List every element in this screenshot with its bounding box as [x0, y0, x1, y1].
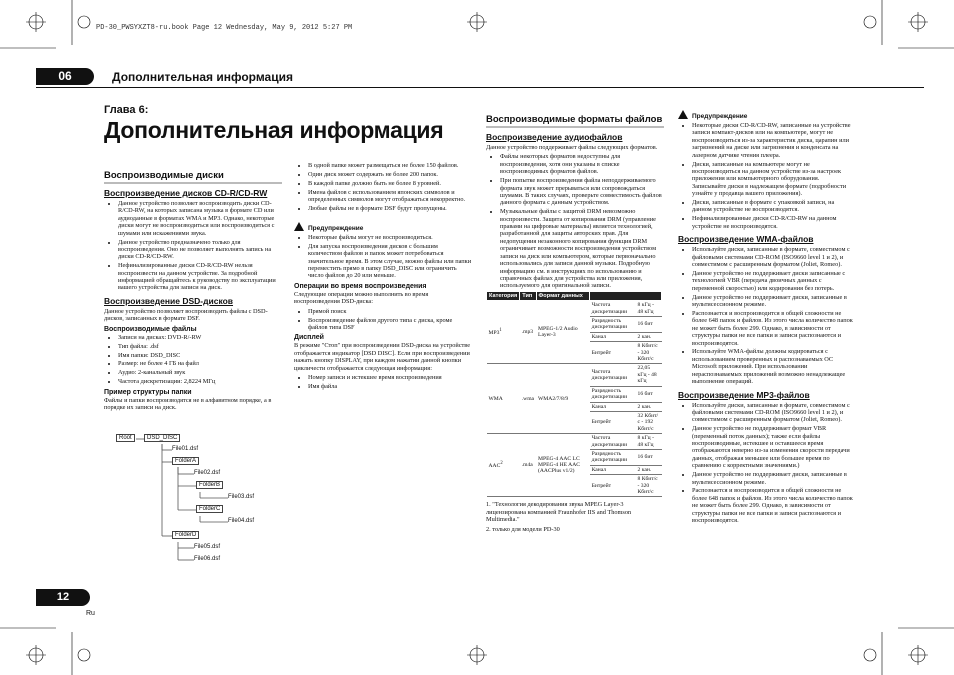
- list-item: • Имя файла: [308, 383, 472, 390]
- table-header: Формат данных: [536, 292, 590, 301]
- list-item: • Имена файлов с использованием японских символов и определенных символов могут отображаться некорректно.: [308, 189, 472, 204]
- list-item: • Прямой поиск: [308, 308, 472, 315]
- table-cell-value: 22,05 кГц - 48 кГц: [636, 364, 662, 386]
- table-header: Категория: [487, 292, 520, 301]
- tree-folder: FolderB: [196, 481, 223, 489]
- list-item: • Данное устройство предназначено только для воспроизведения. Оно не позволяет выполнять запись на диски CD-R/CD-RW.: [118, 239, 282, 261]
- warning-icon: [678, 110, 688, 119]
- tree-folder-dsd: DSD_DISC: [144, 434, 180, 442]
- files-list: [104, 334, 282, 386]
- table-cell-value: 2 кан.: [636, 465, 662, 474]
- heading-dsd: Воспроизведение DSD-дисков: [104, 295, 234, 306]
- list-item: • Данное устройство не поддерживает диски, записанные в мультисессионном режиме.: [692, 294, 854, 309]
- list-item: • Некоторые диски CD-R/CD-RW, записанные на устройстве записи компакт-дисков или на компьютере, могут не воспроизводиться из-за характеристик диска, царапин или загрязнений на диске или загрязнения и конденсата на лазерном датчике чтения плеера.: [692, 122, 854, 159]
- page-title: Дополнительная информация: [104, 117, 444, 143]
- list-item: • Музыкальные файлы с защитой DRM невозможно воспроизвести. Защита от копирования DRM (управление правами на цифровые материалы) является технологией, разработанной для защиты авторских прав. Для недопущения незаконного копирования функция DRM ограничивает возможности воспроизведения устройством записи на диск или компьютером, которые первоначально использовались для записи данной музыки. Подробную информацию см. в инструкциях по использованию и справочных файлах для устройства или приложения, используемого для оригинальной записи.: [500, 208, 664, 289]
- table-cell-param: Битрейт: [590, 342, 636, 364]
- table-cell-param: Канал: [590, 332, 636, 341]
- footnote-ref: 2: [500, 461, 503, 467]
- heading-discs: Воспроизводимые диски: [104, 170, 282, 184]
- warning-list: [294, 234, 472, 280]
- list-item: • Данное устройство не поддерживает формат VBR (переменный поток данных); также если файлы воспроизводимые, истекшее и оставшееся время отображаются неверно из-за изменения скорости передачи данных, отображая меньшее или большее время по сравнению с корректными значениями.): [692, 425, 854, 469]
- column-3: [486, 114, 664, 535]
- list-item: • Имя папки: DSD_DISC: [118, 352, 282, 359]
- table-cell-param: Разрядность дискретизации: [590, 386, 636, 402]
- audio-text: Данное устройство поддерживает файлы следующих форматов.: [486, 144, 658, 151]
- table-cell-category: [487, 301, 520, 364]
- page-number: 12: [36, 589, 90, 606]
- list-item: • Используйте WMA-файлы должны кодироваться с использованием проверенных и распознаваемых ОС Microsoft приложений. При использовании нераспознаваемых приложений возможно ненадлежащее выполнение операций.: [692, 348, 854, 385]
- tree-file: File01.dsf: [172, 446, 199, 452]
- list-item: • Для запуска воспроизведения дисков с большим количеством файлов и папок может потребоваться значительное время. В этом случае, можно файлы или папки переместить прямо в папку DSD_DISC или ограничить число файлов до 20 или меньше.: [308, 243, 472, 280]
- table-cell-param: Частота дискретизации: [590, 301, 636, 317]
- list-item: • Один диск может содержать не более 200 папок.: [308, 171, 472, 178]
- cdr-list: [104, 200, 282, 292]
- warning-heading: [678, 110, 854, 120]
- table-cell-format: MPEG-4 AAC LC MPEG-4 HE AAC (AACPlus v1/2): [536, 434, 590, 497]
- list-item: • Данное устройство не поддерживает диски записанные с технологией VBR (передача двоичных данных с переменной скоростью) или кодирования без потерь.: [692, 270, 854, 292]
- tree-file: File02.dsf: [194, 470, 221, 476]
- limits-list: [294, 162, 472, 212]
- table-header: [590, 292, 662, 301]
- wma-list: [678, 246, 854, 385]
- footnote: 2. только для модели PD-30: [486, 525, 560, 533]
- category-label: WMA: [488, 395, 503, 402]
- list-item: • Некоторые файлы могут не воспроизводиться.: [308, 234, 472, 241]
- dsd-text: Данное устройство позволяет воспроизводить файлы с DSD-дисков, записанных в формате DSF.: [104, 307, 268, 323]
- tree-folder: FolderC: [196, 505, 223, 513]
- list-item: • Воспроизведение файлов другого типа с диска, кроме файлов типа DSF: [308, 317, 472, 332]
- table-cell-value: 8 кГц - 48 кГц: [636, 434, 662, 450]
- chapter-label: Глава 6:: [104, 104, 149, 116]
- table-cell-value: 16 бит: [636, 449, 662, 465]
- heading-cdr: Воспроизведение дисков CD-R/CD-RW: [104, 188, 268, 198]
- table-cell-value: 2 кан.: [636, 332, 662, 341]
- tree-lines: [116, 432, 286, 572]
- list-item: • Нефинализированные диски CD-R/CD-RW на данном устройстве не воспроизводятся.: [692, 215, 854, 230]
- heading-audio: Воспроизведение аудиофайлов: [486, 132, 623, 142]
- warning-label: Предупреждение: [692, 113, 748, 120]
- tree-file: File03.dsf: [228, 494, 255, 500]
- table-row: [487, 301, 662, 317]
- table-cell-value: 16 бит: [636, 386, 662, 402]
- table-cell-value: 16 бит: [636, 317, 662, 333]
- display-list: [294, 374, 472, 390]
- list-item: • Используйте диски, записанные в формате, совместимом с файловыми системами CD-ROM (ISO9660 level 1 и 2), и совместимом с расширенным форматом (Joliet, Romeo).: [692, 246, 854, 268]
- column-2: [294, 162, 472, 392]
- heading-display: Дисплей: [294, 334, 324, 342]
- warning-label: Предупреждение: [308, 224, 364, 232]
- example-text: Файлы и папки воспроизводятся не в алфавитном порядке, а в порядке их записи на диск.: [104, 396, 272, 412]
- list-item: • В одной папке может размещаться не более 150 файлов.: [308, 162, 472, 169]
- list-item: • При попытке воспроизведения файла неподдерживаемого формата звук может прерываться или сопровождаться шумами. В таких случаях, проверьте совместимость файлов данного формата с данным устройством.: [500, 177, 664, 207]
- tree-file: File05.dsf: [194, 544, 221, 550]
- table-row: [487, 364, 662, 386]
- display-text: В режиме "Стоп" при воспроизведении DSD-диска на устройстве отображается индикатор [DSD DISC]. Если при воспроизведении нажать кнопку DISPLAY, при каждом нажатии данной кнопки цикличести отображается следующая информация:: [294, 342, 471, 372]
- table-cell-format: MPEG-1/2 Audio Layer-3: [536, 301, 590, 364]
- list-item: • Размер: не более 4 ГБ на файл: [118, 360, 282, 367]
- column-1: [104, 170, 282, 413]
- list-item: • Диски, записанные в формате с упаковкой записи, на данном устройстве не воспроизводятся.: [692, 199, 854, 214]
- table-cell-value: 8 кГц - 48 кГц: [636, 301, 662, 317]
- list-item: • В каждой папке должно быть не более 8 уровней.: [308, 180, 472, 187]
- footnote-ref: 1: [499, 328, 502, 334]
- table-cell-type: .mp3: [520, 301, 536, 364]
- table-cell-param: Битрейт: [590, 411, 636, 433]
- folder-tree: [116, 432, 286, 572]
- print-header: PD-30_PWSYXZT8-ru.book Page 12 Wednesday, May 9, 2012 5:27 PM: [96, 24, 353, 32]
- table-cell-type: .wma: [520, 364, 536, 434]
- list-item: • Нефинализированные диски CD-R/CD-RW нельзя воспроизвести на данном устройстве. За подробной информацией обращайтесь к руководству по эксплуатации вашего устройства для записи на диск.: [118, 262, 282, 292]
- audio-list: [486, 153, 664, 289]
- heading-example: Пример структуры папки: [104, 388, 192, 396]
- list-item: • Распознается и воспроизводится в общей сложности не более 648 папок и файлов. Из этого числа количество папок не может быть более 299. Однако, в зависимости от структуры папки не все папки и записи распознаются и воспроизводятся.: [692, 487, 854, 524]
- table-cell-value: 2 кан.: [636, 402, 662, 411]
- tree-folder: FolderD: [172, 531, 199, 539]
- table-cell-category: [487, 434, 520, 497]
- table-cell-value: 32 Кбит/с - 192 Кбит/с: [636, 411, 662, 433]
- list-item: • Любые файлы не в формате DSF будут пропущены.: [308, 205, 472, 212]
- list-item: • Используйте диски, записанные в формате, совместимом с файловыми системами CD-ROM (ISO9660 level 1 и 2), и совместимом с расширенным форматом (Joliet, Romeo).: [692, 402, 854, 424]
- formats-table: [486, 291, 662, 497]
- list-item: • Распознается и воспроизводится в общей сложности не более 648 папок и файлов. Из этого числа количество папок не может быть более 299. Однако, в зависимости от структуры папки не все папки и записи распознаются и воспроизводятся.: [692, 310, 854, 347]
- table-cell-param: Разрядность дискретизации: [590, 317, 636, 333]
- table-cell-param: Разрядность дискретизации: [590, 449, 636, 465]
- table-row: [487, 434, 662, 450]
- table-cell-param: Канал: [590, 402, 636, 411]
- heading-files: Воспроизводимые файлы: [104, 325, 197, 333]
- chapter-title: Дополнительная информация: [112, 70, 293, 84]
- ops-text: Следующие операции можно выполнить во время воспроизведения DSD-диска:: [294, 290, 429, 306]
- table-cell-param: Канал: [590, 465, 636, 474]
- heading-mp3: Воспроизведение MP3-файлов: [678, 389, 810, 400]
- list-item: • Аудио: 2-канальный звук: [118, 369, 282, 376]
- list-item: • Тип файла: .dsf: [118, 343, 282, 350]
- list-item: • Частота дискретизации: 2,8224 МГц: [118, 378, 282, 385]
- table-cell-value: 8 Кбит/с - 320 Кбит/с: [636, 342, 662, 364]
- tree-file: File04.dsf: [228, 518, 255, 524]
- list-item: • Данное устройство не поддерживает диски, записанные в мультисессионном режиме.: [692, 471, 854, 486]
- table-cell-value: 8 Кбит/с - 320 Кбит/с: [636, 475, 662, 497]
- category-label: AAC: [488, 462, 501, 469]
- ops-list: [294, 308, 472, 332]
- heading-wma: Воспроизведение WMA-файлов: [678, 234, 814, 245]
- list-item: • Файлы некоторых форматов недоступны для воспроизведения, хотя они указаны в списке воспроизводимых форматов файлов.: [500, 153, 664, 175]
- page-language: Ru: [86, 610, 95, 617]
- table-cell-format: WMA2/7/8/9: [536, 364, 590, 434]
- warning-heading: [294, 222, 472, 232]
- table-cell-param: Частота дискретизации: [590, 434, 636, 450]
- list-item: • Записи на дисках: DVD-R/-RW: [118, 334, 282, 341]
- table-cell-category: [487, 364, 520, 434]
- tree-folder: FolderA: [172, 457, 199, 465]
- table-cell-param: Битрейт: [590, 475, 636, 497]
- tree-root: Root: [116, 434, 135, 442]
- table-header: Тип: [520, 292, 536, 301]
- table-cell-param: Частота дискретизации: [590, 364, 636, 386]
- list-item: • Номер записи и истекшее время воспроизведения: [308, 374, 472, 381]
- list-item: • Диски, записанные на компьютере могут не воспроизводиться на данном устройстве из-за настроек приложения или компьютерного оборудования. Записывайте диски в надлежащем формате (подробности узнайте у продавца вашего приложения).: [692, 161, 854, 198]
- category-label: MP3: [488, 330, 500, 337]
- list-item: • Данное устройство позволяет воспроизводить диски CD-R/CD-RW, на которых записана музыка в формате CD или аудиоданные в форматах WMA и MP3. Однако, некоторые диски могут не воспроизводиться или воспроизводиться с шумами или искажениями звука.: [118, 200, 282, 237]
- heading-formats: Воспроизводимые форматы файлов: [486, 114, 664, 128]
- warning-list: [678, 122, 854, 230]
- column-4: [678, 108, 854, 526]
- heading-ops: Операции во время воспроизведения: [294, 282, 427, 290]
- chapter-number: 06: [36, 68, 94, 85]
- mp3-list: [678, 402, 854, 525]
- table-cell-type: .m4a: [520, 434, 536, 497]
- warning-icon: [294, 222, 304, 231]
- tree-file: File06.dsf: [194, 556, 221, 562]
- footnote: 1. "Технология декодирования звука MPEG Layer-3 лицензирована компанией Fraunhofer IIS and Thomson Multimedia.": [486, 501, 632, 524]
